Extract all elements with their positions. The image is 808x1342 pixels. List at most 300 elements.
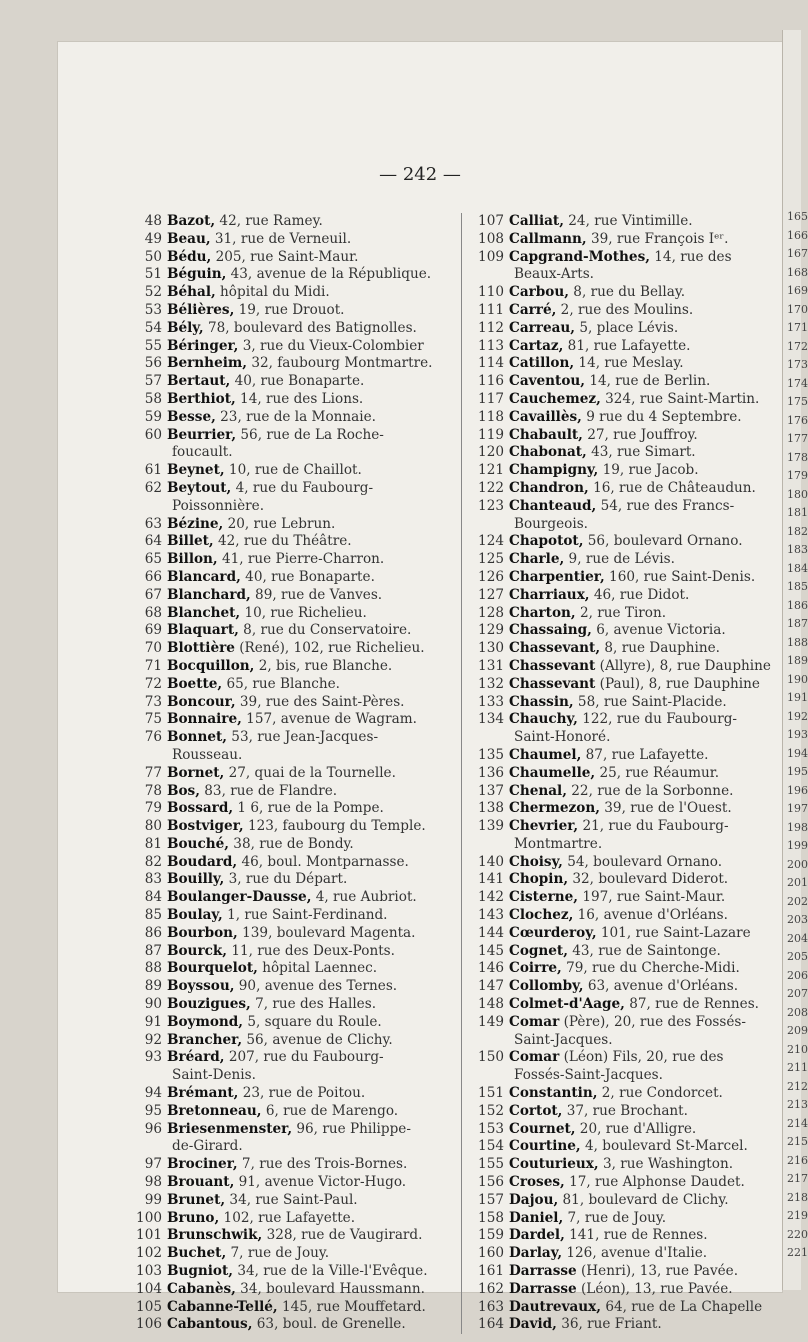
entry-number: 137 [478,782,504,799]
entry-address: 39, rue de l'Ouest. [599,800,732,817]
entry-name: Carbou, [509,284,569,301]
entry-name: Blanchet, [167,604,241,621]
entry-name: Cauchemez, [509,390,601,407]
entry-name: Comar [509,1013,560,1030]
directory-entry [128,533,504,551]
entry-address: (René), 102, rue Richelieu. [234,640,425,657]
directory-entry [128,694,504,712]
entry-address: 5, square du Roule. [243,1013,382,1030]
entry-name: Cabanès, [167,1280,236,1297]
entry-number: 77 [144,764,162,781]
entry-number: 71 [144,657,162,674]
edge-entry-number: 217 [787,1172,808,1185]
entry-address: (Allyre), 8, rue Dauphine [595,657,771,674]
entry-address: 197, rue Saint-Maur. [578,889,726,906]
book-page [58,42,782,1333]
directory-entry [470,676,782,694]
edge-entry-number: 202 [787,894,808,908]
entry-number: 150 [478,1049,504,1066]
entry-number: 67 [144,586,162,603]
entry-address: 42, rue du Théâtre. [213,533,352,550]
entry-number: 81 [144,835,162,852]
directory-entry [128,373,504,391]
entry-number: 104 [136,1280,162,1297]
entry-address: 64, rue de La Chapelle [601,1298,763,1315]
edge-entry-number: 203 [787,913,808,926]
entry-address: 81, boulevard de Clichy. [558,1191,729,1208]
entry-address: 27, rue Jouffroy. [582,426,698,443]
directory-entry [128,551,504,569]
edge-entry-number: 212 [787,1079,808,1093]
directory-entry [470,373,782,391]
entry-name: Chapotot, [509,533,584,550]
directory-entry [128,1281,504,1299]
entry-number: 123 [478,497,504,514]
entry-address: 7, rue des Trois-Bornes. [237,1156,408,1173]
entry-address: 32, boulevard Diderot. [568,871,729,888]
directory-entry [128,1156,504,1174]
entry-address: 56, rue de La Roche- [236,426,384,443]
entry-name: Charpentier, [509,568,605,585]
entry-name: Courtine, [509,1138,581,1155]
edge-entry-number: 167 [787,247,808,260]
entry-address: 38, rue de Bondy. [228,835,354,852]
entry-address: 22, rue de la Sorbonne. [566,782,734,799]
edge-entry-number: 213 [787,1098,808,1111]
entry-name: Bély, [167,319,204,336]
edge-entry-number: 177 [787,432,808,445]
entry-name: Chassin, [509,693,574,710]
entry-name: David, [509,1316,557,1333]
entry-address: 79, rue du Cherche-Midi. [561,960,740,977]
edge-entry-number: 168 [787,265,808,279]
directory-entry [128,1263,504,1281]
entry-number: 50 [144,248,162,265]
directory-entry [128,1299,504,1317]
entry-continuation: de-Girard. [172,1138,243,1155]
entry-number: 108 [478,230,504,247]
entry-name: Cabantous, [167,1316,253,1333]
entry-name: Blanchard, [167,586,251,603]
entry-number: 98 [144,1174,162,1191]
entry-name: Billon, [167,551,218,568]
edge-entry-number: 169 [787,284,808,297]
directory-entry [470,765,782,783]
entry-address: 21, rue du Faubourg- [578,818,729,835]
entry-address: 157, avenue de Wagram. [241,711,417,728]
directory-entry [470,498,782,534]
entry-number: 49 [144,230,162,247]
entry-number: 97 [144,1156,162,1173]
entry-name: Daniel, [509,1209,564,1226]
directory-entry [470,889,782,907]
directory-entry [128,1014,504,1032]
entry-address: 8, rue du Bellay. [568,284,686,301]
directory-entry [128,711,504,729]
entry-name: Cognet, [509,942,568,959]
edge-entry-number: 206 [787,968,808,982]
edge-entry-number: 184 [787,561,808,575]
entry-address: 2, rue des Moulins. [556,301,694,318]
edge-entry-number: 197 [787,802,808,815]
directory-entry [128,676,504,694]
entry-number: 107 [478,213,504,229]
entry-name: Croses, [509,1174,565,1191]
entry-name: Charton, [509,604,576,621]
edge-entry-number: 170 [787,302,808,316]
entry-name: Chopin, [509,871,569,888]
entry-name: Bruno, [167,1209,220,1226]
directory-entry [470,409,782,427]
entry-number: 83 [144,871,162,888]
entry-address: 37, rue Brochant. [562,1102,688,1119]
entry-address: 10, rue Richelieu. [240,604,367,621]
entry-name: Chassevant, [509,640,601,657]
entry-address: 81, rue Lafayette. [563,337,691,354]
entry-address: (Paul), 8, rue Dauphine [595,675,760,692]
entry-address: 27, quai de la Tournelle. [224,764,396,781]
entry-address: 16, rue de Châteaudun. [588,479,756,496]
entry-address: 122, rue du Faubourg- [577,711,737,728]
entry-address: (Henri), 13, rue Pavée. [576,1263,739,1280]
entry-number: 64 [144,533,162,550]
entry-number: 140 [478,853,504,870]
entry-address: 90, avenue des Ternes. [234,978,398,995]
entry-number: 99 [144,1191,162,1208]
entry-address: 7, rue de Jouy. [226,1245,330,1262]
directory-entry [128,729,504,765]
entry-name: Bossard, [167,800,234,817]
entry-number: 135 [478,746,504,763]
entry-number: 119 [478,426,504,443]
entry-number: 147 [478,978,504,995]
directory-entry [128,996,504,1014]
directory-entry [128,320,504,338]
entry-address: 3, rue du Vieux-Colombier [238,337,424,354]
entry-address: 5, place Lévis. [575,319,679,336]
entry-number: 139 [478,818,504,835]
directory-entry [470,978,782,996]
entry-name: Bourbon, [167,924,238,941]
entry-name: Chaumel, [509,746,582,763]
edge-entry-number: 220 [787,1227,808,1241]
entry-number: 73 [144,693,162,710]
entry-address: 2, rue Condorcet. [597,1085,723,1102]
entry-address: 54, rue des Francs- [596,497,735,514]
entry-name: Bouilly, [167,871,225,888]
entry-address: 126, avenue d'Italie. [562,1245,708,1262]
directory-entry [128,587,504,605]
directory-entry [128,1192,504,1210]
left-column [128,213,504,1334]
directory-entry [470,1299,782,1317]
entry-number: 164 [478,1316,504,1333]
entry-name: Bornet, [167,764,225,781]
edge-entry-number: 187 [787,617,808,630]
entry-name: Buchet, [167,1245,227,1262]
entry-number: 142 [478,889,504,906]
entry-number: 163 [478,1298,504,1315]
entry-address: 4, rue Aubriot. [311,889,417,906]
entry-name: Darlay, [509,1245,563,1262]
directory-entry [470,1103,782,1121]
entry-address: 78, boulevard des Batignolles. [203,319,417,336]
directory-entry [470,284,782,302]
edge-entry-number: 196 [787,783,808,797]
entry-continuation: Saint-Honoré. [514,729,611,746]
next-page-edge [782,30,808,1290]
entry-number: 133 [478,693,504,710]
entry-number: 55 [144,337,162,354]
entry-address: 87, rue de Rennes. [624,996,760,1013]
entry-number: 96 [144,1120,162,1137]
directory-entry [470,480,782,498]
entry-number: 117 [478,390,504,407]
edge-entry-number: 200 [787,857,808,871]
entry-name: Coirre, [509,960,562,977]
directory-entry [470,658,782,676]
directory-entry [128,1049,504,1085]
entry-address: 63, boul. de Grenelle. [252,1316,406,1333]
entry-number: 82 [144,853,162,870]
entry-number: 88 [144,960,162,977]
entry-number: 75 [144,711,162,728]
entry-address: (Léon), 13, rue Pavée. [576,1280,733,1297]
entry-number: 125 [478,551,504,568]
entry-name: Chabault, [509,426,583,443]
edge-entry-number: 191 [787,691,808,704]
entry-address: 7, rue des Halles. [250,996,377,1013]
entry-address: 145, rue Mouffetard. [277,1298,426,1315]
directory-entry [128,462,504,480]
entry-number: 154 [478,1138,504,1155]
directory-entry [470,462,782,480]
entry-address: 16, avenue d'Orléans. [573,907,728,924]
entry-address: 9 rue du 4 Septembre. [581,408,742,425]
entry-name: Chauchy, [509,711,578,728]
entry-number: 89 [144,978,162,995]
directory-entry [128,640,504,658]
entry-name: Cartaz, [509,337,564,354]
entry-name: Bréard, [167,1049,225,1066]
entry-address: (Léon) Fils, 20, rue des [559,1049,724,1066]
entry-number: 148 [478,996,504,1013]
entry-number: 69 [144,622,162,639]
entry-address: 63, avenue d'Orléans. [583,978,739,995]
entry-address: 56, boulevard Ornano. [583,533,743,550]
entry-address: 43, rue de Saintonge. [567,942,721,959]
entry-name: Berthiot, [167,390,236,407]
entry-address: 2, rue Tiron. [575,604,667,621]
entry-address: 123, faubourg du Temple. [243,818,426,835]
entry-name: Boncour, [167,693,236,710]
directory-entry [470,622,782,640]
entry-name: Catillon, [509,355,575,372]
entry-number: 129 [478,622,504,639]
entry-name: Choisy, [509,853,563,870]
entry-number: 85 [144,907,162,924]
directory-entry [128,836,504,854]
edge-entry-number: 192 [787,709,808,723]
entry-name: Boyssou, [167,978,235,995]
entry-address: 141, rue de Rennes. [564,1227,708,1244]
entry-name: Cavaillès, [509,408,582,425]
entry-number: 87 [144,942,162,959]
edge-entry-number: 174 [787,376,808,390]
directory-entry [128,1085,504,1103]
entry-name: Cisterne, [509,889,578,906]
directory-entry [128,765,504,783]
entry-address: 36, rue Friant. [556,1316,662,1333]
edge-entry-number: 210 [787,1042,808,1056]
entry-address: 41, rue Pierre-Charron. [217,551,385,568]
entry-number: 57 [144,373,162,390]
entry-number: 101 [136,1227,162,1244]
directory-entry [470,1263,782,1281]
directory-entry [128,871,504,889]
entry-name: Collomby, [509,978,584,995]
entry-number: 128 [478,604,504,621]
entry-name: Dardel, [509,1227,565,1244]
entry-name: Bouché, [167,835,229,852]
entry-name: Darrasse [509,1263,577,1280]
entry-number: 93 [144,1049,162,1066]
entry-number: 132 [478,675,504,692]
directory-entry [470,800,782,818]
entry-name: Chandron, [509,479,589,496]
directory-entry [470,444,782,462]
directory-entry [470,925,782,943]
entry-name: Bouzigues, [167,996,251,1013]
edge-entry-number: 180 [787,487,808,501]
entry-name: Briesenmenster, [167,1120,293,1137]
entry-number: 110 [478,284,504,301]
entry-name: Chaumelle, [509,764,596,781]
entry-name: Charle, [509,551,565,568]
entry-address: 39, rue François Iᵉʳ. [586,230,729,247]
edge-entry-number: 179 [787,469,808,482]
entry-continuation: Rousseau. [172,746,243,763]
entry-name: Bourck, [167,942,228,959]
entry-number: 90 [144,996,162,1013]
directory-entry [128,1174,504,1192]
entry-address: 6, rue de Marengo. [261,1102,399,1119]
entry-name: Callmann, [509,230,587,247]
entry-name: Carré, [509,301,557,318]
directory-entry [470,711,782,747]
directory-entry [470,783,782,801]
directory-entry [470,605,782,623]
entry-number: 86 [144,924,162,941]
directory-entry [128,266,504,284]
directory-entry [128,1210,504,1228]
entry-address: 8, rue du Conservatoire. [238,622,412,639]
directory-entry [470,1156,782,1174]
entry-number: 65 [144,551,162,568]
directory-entry [128,355,504,373]
edge-entry-number: 185 [787,580,808,593]
entry-number: 70 [144,640,162,657]
edge-entry-number: 211 [787,1061,808,1074]
entry-address: 31, rue de Verneuil. [210,230,352,247]
entry-name: Bourquelot, [167,960,258,977]
entry-number: 68 [144,604,162,621]
directory-entry [470,533,782,551]
entry-name: Bélières, [167,301,235,318]
edge-entry-number: 190 [787,672,808,686]
directory-entry [470,338,782,356]
directory-entry [470,1174,782,1192]
edge-entry-number: 218 [787,1190,808,1204]
entry-name: Bernheim, [167,355,247,372]
entry-address: 58, rue Saint-Placide. [573,693,727,710]
entry-number: 59 [144,408,162,425]
entry-number: 78 [144,782,162,799]
entry-number: 160 [478,1245,504,1262]
entry-name: Bonnaire, [167,711,242,728]
edge-entry-number: 201 [787,876,808,889]
edge-entry-number: 219 [787,1209,808,1222]
entry-number: 121 [478,462,504,479]
entry-continuation: Fossés-Saint-Jacques. [514,1067,663,1084]
entry-address: (Père), 20, rue des Fossés- [559,1013,746,1030]
entry-name: Beytout, [167,479,232,496]
entry-name: Boudard, [167,853,238,870]
entry-address: 32, faubourg Montmartre. [247,355,433,372]
entry-name: Bézine, [167,515,224,532]
entry-address: 102, rue Lafayette. [219,1209,356,1226]
directory-entry [128,1103,504,1121]
entry-name: Boette, [167,675,223,692]
directory-entry [128,1316,504,1334]
entry-address: 53, rue Jean-Jacques- [226,729,379,746]
entry-number: 158 [478,1209,504,1226]
entry-address: 23, rue de Poitou. [238,1085,366,1102]
entry-number: 116 [478,373,504,390]
entry-name: Béguin, [167,266,227,283]
entry-number: 80 [144,818,162,835]
entry-address: 34, boulevard Haussmann. [235,1280,425,1297]
entry-address: 42, rue Ramey. [215,213,323,229]
entry-name: Bonnet, [167,729,227,746]
entry-number: 161 [478,1263,504,1280]
entry-name: Dautrevaux, [509,1298,601,1315]
entry-address: 96, rue Philippe- [292,1120,411,1137]
directory-entry [470,302,782,320]
entry-number: 144 [478,924,504,941]
entry-number: 131 [478,657,504,674]
entry-name: Charriaux, [509,586,590,603]
directory-entry [128,391,504,409]
entry-number: 109 [478,248,504,265]
entry-name: Cortot, [509,1102,563,1119]
entry-address: 40, rue Bonaparte. [230,373,365,390]
edge-entry-number: 199 [787,839,808,852]
edge-entry-number: 214 [787,1116,808,1130]
entry-address: 20, rue Lebrun. [223,515,336,532]
entry-number: 138 [478,800,504,817]
entry-name: Champigny, [509,462,599,479]
entry-name: Brancher, [167,1031,243,1048]
directory-entry [470,1245,782,1263]
entry-address: 39, rue des Saint-Pères. [235,693,405,710]
entry-number: 53 [144,301,162,318]
entry-number: 145 [478,942,504,959]
edge-entry-number: 207 [787,987,808,1000]
entry-name: Caventou, [509,373,586,390]
entry-name: Chermezon, [509,800,600,817]
edge-entry-number: 216 [787,1153,808,1167]
